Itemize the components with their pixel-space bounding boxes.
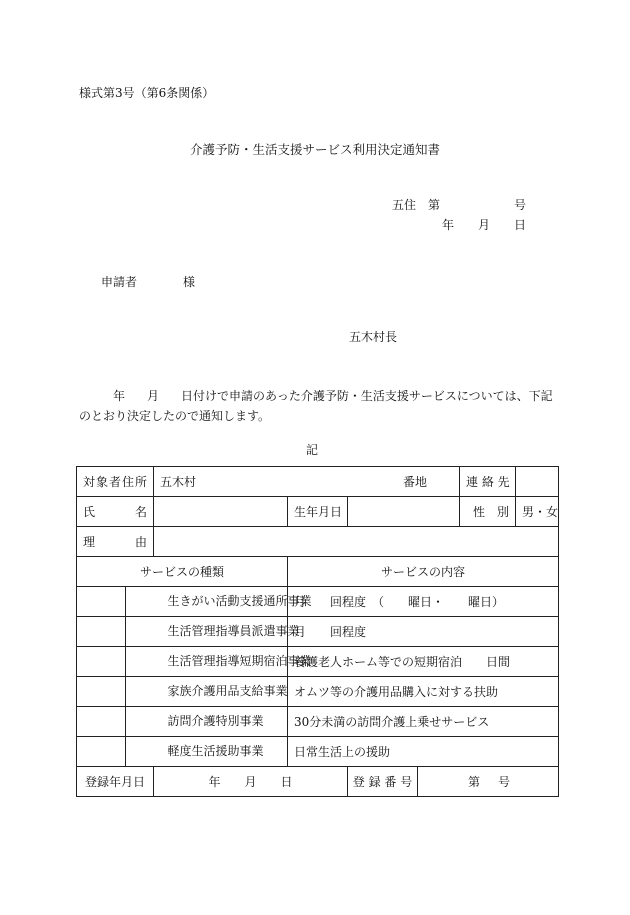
sex-value: 男・女: [516, 497, 559, 527]
service-check-and-type: [125, 677, 288, 707]
service-check-and-type: [125, 617, 300, 647]
service-content: 月 回程度: [288, 617, 559, 647]
registration-number-dai: 第: [468, 775, 481, 789]
service-type: 生活管理指導短期宿泊事業: [167, 654, 312, 668]
sex-label: 性 別: [460, 497, 516, 527]
reason-label: 理 由: [77, 527, 154, 557]
address-row: [77, 467, 559, 497]
service-check-and-type: [125, 737, 288, 767]
service-row: [77, 617, 559, 647]
service-row-blank: [77, 707, 125, 737]
service-content: 日常生活上の援助: [288, 737, 559, 767]
service-content: 月 回程度 （ 曜日・ 曜日）: [288, 587, 559, 617]
service-check-and-type: [125, 587, 312, 617]
applicant-label: 申請者: [101, 275, 138, 289]
applicant-line: [101, 274, 195, 290]
service-header-row: [77, 557, 559, 587]
issuer: 五木村長: [349, 330, 398, 344]
date-year: 年: [441, 218, 454, 232]
service-type: 生きがい活動支援通所事業: [167, 594, 312, 608]
service-row-blank: [77, 617, 125, 647]
registration-date-value: 年 月 日: [154, 767, 348, 797]
service-check-box[interactable]: [125, 647, 150, 676]
service-check-box[interactable]: [125, 707, 150, 736]
registration-number-go: 号: [498, 775, 511, 789]
birth-value[interactable]: [348, 497, 460, 527]
service-content: 養護老人ホーム等での短期宿泊 日間: [288, 647, 559, 677]
registration-number-value[interactable]: [418, 767, 558, 796]
service-content-header: サービスの内容: [288, 557, 559, 587]
registration-number-label: 登 録 番 号: [348, 767, 418, 796]
address-cell: [154, 467, 460, 497]
service-content: オムツ等の介護用品購入に対する扶助: [288, 677, 559, 707]
body-year: 年: [113, 389, 126, 403]
service-row-blank: [77, 647, 125, 677]
service-content: 30分未満の訪問介護上乗せサービス: [288, 707, 559, 737]
date-month: 月: [477, 218, 490, 232]
service-row: [77, 587, 559, 617]
service-row: [77, 737, 559, 767]
ki-heading: 記: [306, 443, 319, 457]
body-rest: 日付けで申請のあった介護予防・生活支援サービスについては、下記のとおり決定したので通知します。: [79, 389, 553, 423]
service-type: 生活管理指導員派遣事業: [167, 624, 300, 638]
applicant-honorific: 様: [183, 275, 196, 289]
document-title: 介護予防・生活支援サービス利用決定通知書: [189, 142, 440, 157]
banchi-label: 番地: [403, 475, 428, 489]
service-table: [76, 466, 559, 797]
address-label: 対象者住所: [77, 467, 154, 497]
service-type: 家族介護用品支給事業: [167, 684, 288, 698]
service-type: 軽度生活援助事業: [167, 744, 264, 758]
service-row: [77, 707, 559, 737]
reference-number: [392, 197, 526, 213]
name-value[interactable]: [154, 497, 288, 527]
reason-value[interactable]: [154, 527, 559, 557]
address-value: 五木村: [160, 475, 197, 489]
service-row-blank: [77, 587, 125, 617]
reference-prefix: 五住: [391, 198, 416, 212]
body-month: 月: [147, 389, 160, 403]
reason-row: [77, 527, 559, 557]
service-type-header: サービスの種類: [77, 557, 288, 587]
reference-go: 号: [513, 198, 526, 212]
name-label: 氏 名: [77, 497, 154, 527]
service-check-box[interactable]: [125, 737, 150, 766]
service-check-box[interactable]: [125, 587, 150, 616]
reference-dai: 第: [427, 198, 440, 212]
registration-number-cell: [348, 767, 559, 797]
contact-value[interactable]: [516, 467, 559, 497]
issue-date: [442, 217, 526, 233]
service-row: [77, 647, 559, 677]
date-day: 日: [513, 218, 526, 232]
service-row-blank: [77, 677, 125, 707]
name-row: [77, 497, 559, 527]
service-check-and-type: [125, 647, 312, 677]
notice-body: [79, 386, 553, 426]
service-row-blank: [77, 737, 125, 767]
birth-label: 生年月日: [288, 497, 348, 527]
form-number: 様式第3号（第6条関係）: [79, 86, 215, 100]
registration-date-label: 登録年月日: [77, 767, 154, 797]
registration-row: [77, 767, 559, 797]
service-check-box[interactable]: [125, 677, 150, 706]
service-row: [77, 677, 559, 707]
service-type: 訪問介護特別事業: [167, 714, 264, 728]
service-check-and-type: [125, 707, 288, 737]
contact-label: 連 絡 先: [460, 467, 516, 497]
service-check-box[interactable]: [125, 617, 150, 646]
